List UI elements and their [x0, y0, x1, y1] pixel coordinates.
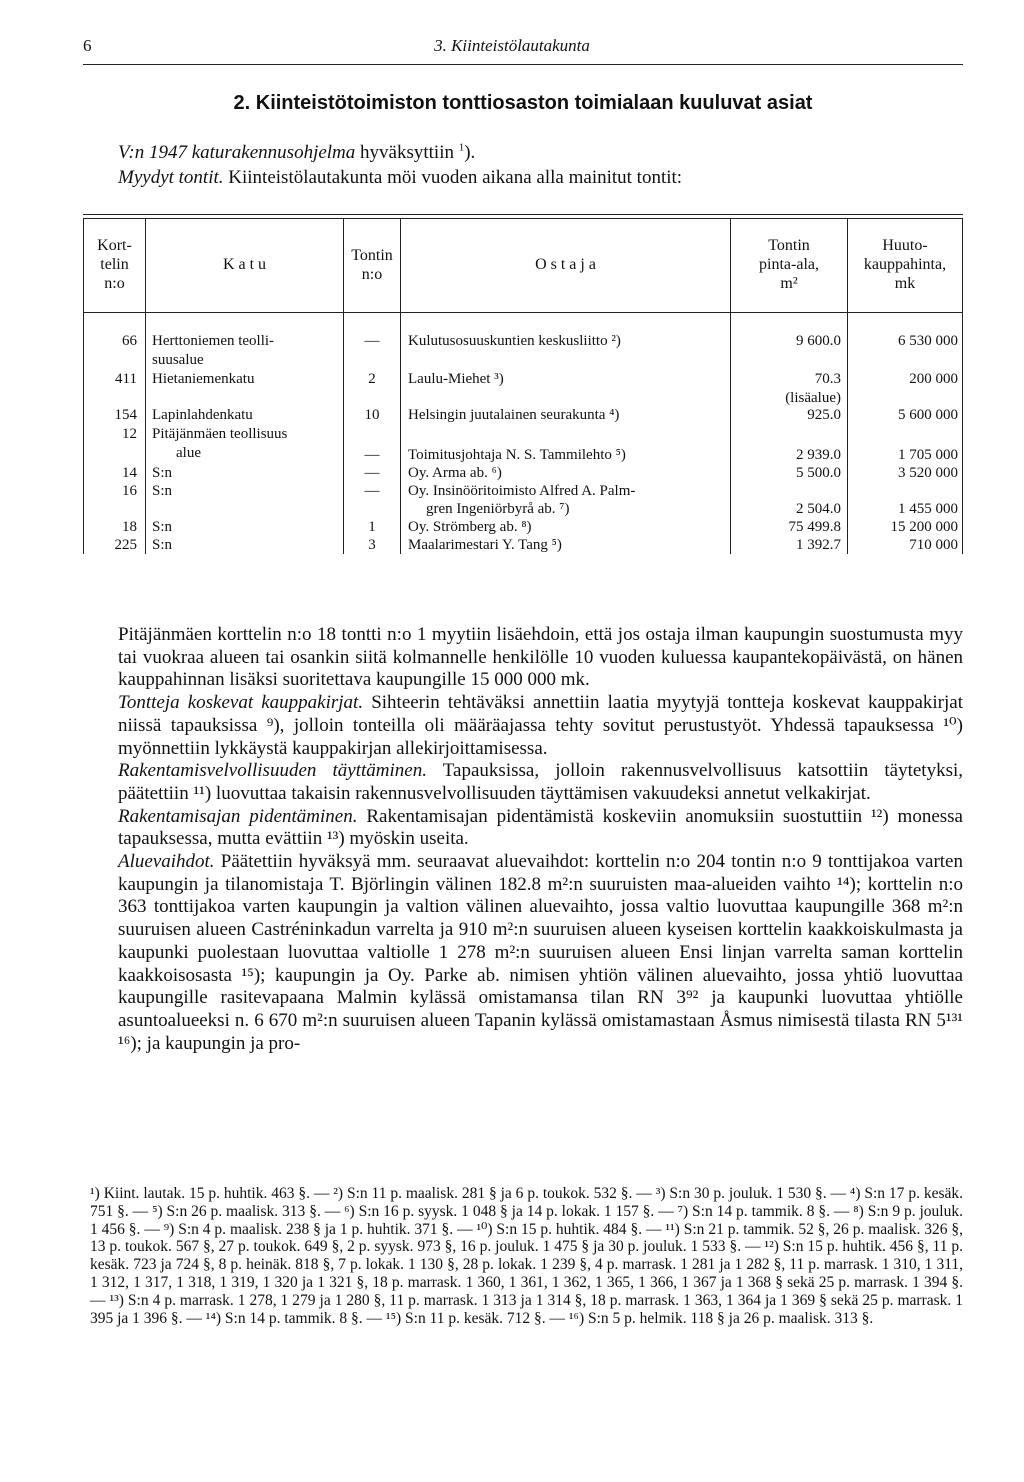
cell-katu-cont: suusalue	[152, 352, 204, 368]
intro-sup-1: 1	[458, 141, 465, 154]
cell-tontti: —	[364, 465, 380, 481]
paragraph-title: Tontteja koskevat kauppakirjat.	[118, 692, 364, 714]
header-pinta-ala-line: pinta-ala,	[759, 256, 819, 273]
cell-tontti: —	[364, 333, 380, 349]
cell-kortteli: 12	[122, 426, 137, 442]
paragraph-text: Tapauksissa, jolloin rakennusvelvollisuus katsottiin täytetyksi, päätettiin ¹¹) luovuttaa takaisin rakennusvelvollisuuden täyttämisen vakuudeksi annetut velkakirjat.	[118, 760, 963, 804]
cell-kortteli: 154	[114, 407, 137, 423]
cell-katu: S:n	[152, 465, 173, 481]
cell-ostaja: Toimitusjohtaja N. S. Tammilehto ⁵)	[408, 447, 626, 463]
paragraph-text: Rakentamisajan pidentämistä koskeviin anomuksiin suostuttiin ¹²) monessa tapauksessa, mutta evättiin ¹³) myöskin useita.	[118, 805, 963, 850]
cell-kortteli: 66	[122, 333, 137, 349]
header-hinta-line: kauppahinta,	[863, 256, 947, 273]
cell-pinta-ala-note: (lisäalue)	[785, 390, 841, 406]
intro-line-2	[118, 165, 963, 191]
header-tontti-line: Tontin	[351, 247, 393, 264]
running-title: 3. Kiinteistölautakunta	[434, 36, 590, 55]
cell-ostaja: Laulu-Miehet ³)	[408, 371, 504, 387]
header-pinta-ala	[731, 236, 847, 293]
footnote-text: ¹) Kiint. lautak. 15 p. huhtik. 463 §. — ²) S:n 11 p. maalisk. 281 § ja 6 p. toukok. 532 §. — ³) S:n 30 p. jouluk. 1 530 §. — ⁴) S:n 17 p. kesäk. 751 §. — ⁵) S:n 26 p. maalisk. 313 §. — ⁶) S:n 16 p. syysk. 1 048 § ja 14 p. lokak. 1 157 §. — ⁷) S:n 14 p. tammik. 8 §. — ⁸) S:n 9 p. jouluk. 1 456 §. — ⁹) S:n 4 p. maalisk. 238 § ja 1 p. huhtik. 371 §. — ¹⁰) S:n 15 p. huhtik. 484 §. — ¹¹) S:n 21 p. tammik. 52 §, 26 p. maalisk. 326 §, 13 p. toukok. 567 §, 27 p. toukok. 649 §, 2 p. syysk. 973 §, 16 p. jouluk. 1 475 § ja 30 p. jouluk. 1 533 §. — ¹²) S:n 15 p. huhtik. 456 §, 11 p. kesäk. 723 ja 724 §, 8 p. heinäk. 818 §, 7 p. lokak. 1 130 §, 28 p. lokak. 1 239 §, 4 p. marrask. 1 281 ja 1 282 §, 11 p. marrask. 1 310, 1 311, 1 312, 1 317, 1 318, 1 319, 1 320 ja 1 321 §, 18 p. marrask. 1 360, 1 361, 1 362, 1 365, 1 366, 1 367 ja 1 368 § sekä 25 p. marrask. 1 394 §. — ¹³) S:n 4 p. marrask. 1 278, 1 279 ja 1 280 §, 11 p. marrask. 1 313 ja 1 314 §, 18 p. marrask. 1 363, 1 364 ja 1 369 § sekä 25 p. marrask. 1 395 ja 1 396 §. — ¹⁴) S:n 14 p. tammik. 8 §. — ¹⁵) S:n 11 p. kesäk. 712 §. — ¹⁶) S:n 5 p. helmik. 118 § ja 26 p. maalisk. 313 §.	[90, 1185, 963, 1327]
cell-pinta-ala: 9 600.0	[796, 333, 841, 349]
cell-katu: S:n	[152, 519, 173, 535]
cell-pinta-ala: 2 504.0	[796, 501, 841, 517]
cell-tontti: 3	[368, 537, 376, 553]
header-tontti	[344, 246, 400, 284]
intro-line-1	[118, 140, 963, 166]
cell-ostaja: Maalarimestari Y. Tang ⁵)	[408, 537, 562, 553]
cell-hinta: 15 200 000	[890, 519, 958, 535]
cell-tontti: —	[364, 447, 380, 463]
paragraph	[118, 851, 963, 1055]
cell-kortteli: 14	[122, 465, 137, 481]
cell-ostaja-cont: gren Ingeniörbyrå ab. ⁷)	[426, 501, 570, 517]
header-pinta-ala-line: m²	[780, 275, 798, 292]
table-top-rule-2	[83, 218, 963, 219]
cell-pinta-ala: 75 499.8	[788, 519, 841, 535]
header-kortteli	[84, 236, 145, 293]
cell-kortteli: 18	[122, 519, 137, 535]
intro-end-1: ).	[464, 142, 476, 163]
cell-kortteli: 411	[115, 371, 137, 387]
cell-ostaja: Oy. Arma ab. ⁶)	[408, 465, 502, 481]
header-kortteli-line: n:o	[104, 275, 125, 292]
cell-ostaja: Kulutusosuuskuntien keskusliitto ²)	[408, 333, 621, 349]
cell-katu: Pitäjänmäen teollisuus	[152, 426, 288, 442]
page-number: 6	[83, 36, 92, 55]
cell-hinta: 1 455 000	[898, 501, 958, 517]
cell-hinta: 710 000	[909, 537, 958, 553]
cell-tontti: —	[364, 483, 380, 499]
cell-katu: S:n	[152, 483, 173, 499]
cell-katu: Hietaniemenkatu	[152, 371, 255, 387]
header-ostaja: O s t a j a	[535, 256, 596, 273]
header-pinta-ala-line: Tontin	[768, 237, 810, 254]
paragraph-title: Rakentamisajan pidentäminen.	[118, 805, 358, 827]
header-hinta-line: Huuto-	[882, 237, 928, 254]
cell-kortteli: 225	[114, 537, 137, 553]
table-header-rule	[83, 312, 963, 313]
paragraph-title: Aluevaihdot.	[118, 851, 215, 873]
cell-hinta: 200 000	[909, 371, 958, 387]
cell-tontti: 10	[364, 407, 380, 423]
cell-ostaja: Oy. Strömberg ab. ⁸)	[408, 519, 532, 535]
cell-hinta: 1 705 000	[898, 447, 958, 463]
cell-hinta: 5 600 000	[898, 407, 958, 423]
header-hinta-line: mk	[894, 275, 916, 292]
cell-pinta-ala: 70.3	[814, 371, 841, 387]
table-border-right	[962, 218, 963, 554]
paragraph	[118, 692, 963, 760]
cell-pinta-ala: 5 500.0	[796, 465, 841, 481]
cell-ostaja: Oy. Insinööritoimisto Alfred A. Palm-	[408, 483, 636, 499]
cell-tontti: 2	[368, 371, 376, 387]
cell-hinta: 6 530 000	[898, 333, 958, 349]
intro-text-2: Kiinteistölautakunta möi vuoden aikana alla mainitut tontit:	[223, 167, 683, 188]
cell-pinta-ala: 1 392.7	[796, 537, 841, 553]
paragraph-text: Sihteerin tehtäväksi annettiin laatia myytyjä tontteja koskevat kauppakirjat niissä tapauksissa ⁹), jolloin tonteilla oli määräajassa tehty sovitut perustustyöt. Yhdessä tapauksessa ¹⁰) myönnettiin lykkäystä kauppakirjan allekirjoittamisessa.	[118, 692, 963, 759]
cell-katu: Herttoniemen teolli-	[152, 333, 275, 349]
intro-italic-1: V:n 1947 katurakennusohjelma	[118, 142, 356, 163]
body-text	[118, 624, 963, 1055]
cell-hinta: 3 520 000	[898, 465, 958, 481]
intro-italic-2: Myydyt tontit.	[118, 167, 224, 188]
paragraph-title: Rakentamisvelvollisuuden täyttäminen.	[118, 760, 427, 782]
cell-pinta-ala: 925.0	[807, 407, 841, 423]
cell-ostaja: Helsingin juutalainen seurakunta ⁴)	[408, 407, 620, 423]
cell-tontti: 1	[368, 519, 376, 535]
cell-pinta-ala: 2 939.0	[796, 447, 841, 463]
paragraph	[118, 806, 963, 851]
paragraph: Pitäjänmäen korttelin n:o 18 tontti n:o 1 myytiin lisäehdoin, että jos ostaja ilman kaupungin suostumusta myy tai vuokraa alueen tai osankin siitä kolmannelle henkilölle 10 vuoden kuluessa kaupantekopäivästä, on hänen kauppahinnan lisäksi suoritettava kaupungille 15 000 000 mk.	[118, 624, 963, 691]
header-tontti-line: n:o	[361, 266, 383, 283]
section-heading: 2. Kiinteistötoimiston tonttiosaston toimialaan kuuluvat asiat	[233, 92, 813, 114]
footnotes	[90, 1185, 963, 1327]
cell-katu: Lapinlahdenkatu	[152, 407, 253, 423]
intro-text-1: hyväksyttiin	[355, 142, 459, 163]
header-kortteli-line: Kort-	[97, 237, 132, 254]
paragraph	[118, 760, 963, 805]
paragraph-text: Päätettiin hyväksyä mm. seuraavat aluevaihdot: korttelin n:o 204 tontin n:o 9 tonttijakoa varten kaupungin ja tilanomistaja T. Björlingin välinen 182.8 m²:n suuruisten maa-alueiden vaihto ¹⁴); korttelin n:o 363 tonttijakoa varten kaupungin ja valtion välinen aluevaihto, jossa valtio luovuttaa kaupungille 368 m²:n suuruisen alueen Castréninkadun varrelta ja 910 m²:n suuruisen alueen kyseisen korttelin kaakkoiskulmasta ja kaupunki puolestaan luovuttaa valtiolle 1 278 m²:n suuruisen alueen Ensi linjan varrelta saman korttelin kaakkoisosasta ¹⁵); kaupungin ja Oy. Parke ab. nimisen yhtiön välinen aluevaihto, jossa yhtiö luovuttaa kaupungille rasitevapaana Malmin kylässä omistamansa tilan RN 3⁹² ja kaupunki luovuttaa yhtiölle asuntoalueeksi n. 6 670 m²:n suuruisen alueen Tapanin kylässä omistamastaan Åsmus nimisestä tilasta RN 5¹³¹ ¹⁶); ja kaupungin ja pro-	[118, 851, 963, 1054]
cell-kortteli: 16	[122, 483, 137, 499]
header-hinta	[848, 236, 962, 293]
cell-katu: S:n	[152, 537, 173, 553]
header-rule	[83, 64, 963, 65]
table-top-rule	[83, 214, 963, 215]
cell-katu-cont: alue	[176, 445, 201, 461]
header-kortteli-line: telin	[100, 256, 129, 273]
header-katu: K a t u	[222, 256, 267, 273]
